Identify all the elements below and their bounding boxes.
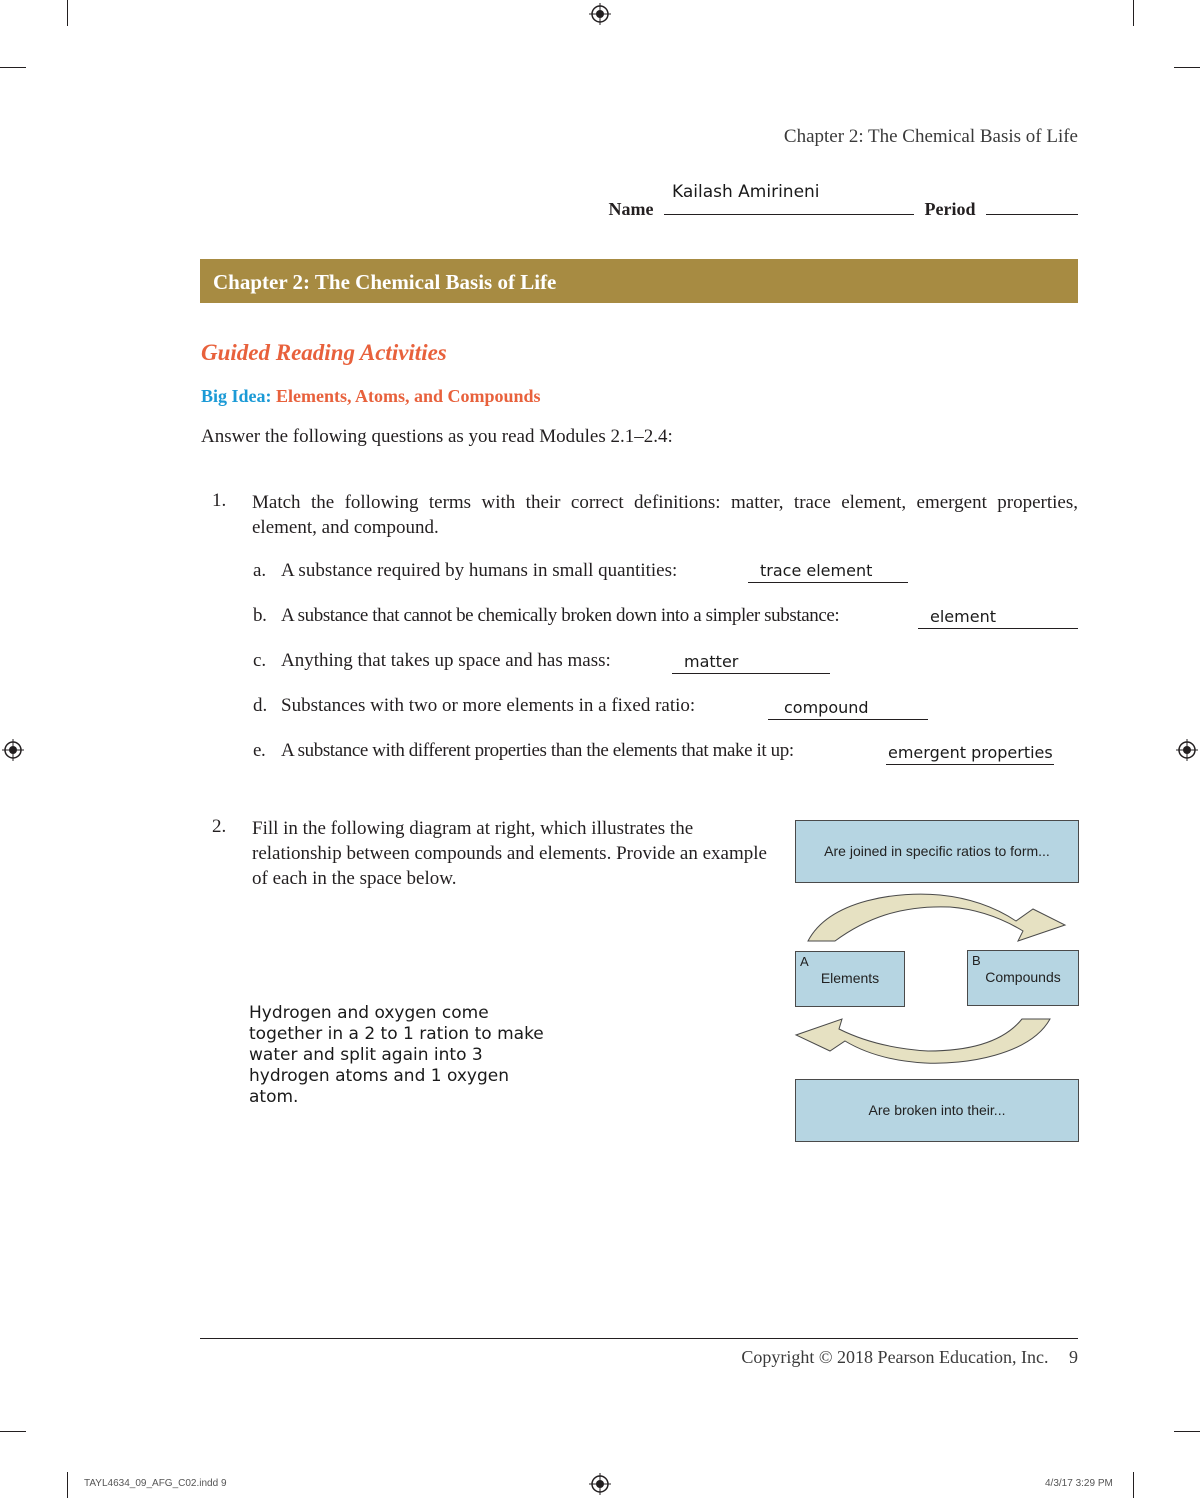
question-1-number: 1. [212,490,227,511]
slug-left: TAYL4634_09_AFG_C02.indd 9 [84,1478,227,1489]
crop-mark [1133,0,1134,26]
q1-item-c [253,650,611,672]
item-letter: e. [253,740,266,761]
diagram-top-box[interactable] [795,820,1079,883]
copyright: Copyright © 2018 Pearson Education, Inc. [741,1347,1049,1367]
item-text: A substance with different properties than the elements that make it up: [281,740,794,761]
registration-mark-icon [589,1473,611,1495]
bottom-box-label: Are broken into their... [868,1102,1006,1118]
box-b-label: Compounds [985,969,1061,985]
name-period-line [608,182,1078,220]
crop-mark [0,67,26,68]
crop-mark [1133,1472,1134,1498]
crop-mark [67,0,68,26]
item-letter: b. [253,605,267,626]
name-field[interactable] [664,182,914,215]
item-letter: c. [253,650,267,671]
box-a-label: Elements [820,970,880,986]
question-1-text: Match the following terms with their correct definitions: matter, trace element, emergent properties, element, and compound. [252,492,1078,538]
top-curved-arrow-icon [808,894,1065,941]
period-field[interactable] [986,196,1078,215]
item-text: A substance required by humans in small quantities: [281,560,678,581]
answer-field-c[interactable]: matter [672,650,830,674]
top-box-label: Are joined in specific ratios to form... [824,843,1050,859]
slug-right: 4/3/17 3:29 PM [1045,1478,1113,1489]
chapter-banner: Chapter 2: The Chemical Basis of Life [200,259,1078,303]
section-title: Guided Reading Activities [201,340,447,365]
registration-mark-icon [589,3,611,25]
page-number: 9 [1069,1347,1078,1367]
diagram-box-a[interactable] [795,951,905,1007]
instructions: Answer the following questions as you read Modules 2.1–2.4: [201,426,673,447]
q1-item-a [253,560,677,582]
example-answer[interactable]: Hydrogen and oxygen come together in a 2 to 1 ration to make water and split again into 3 hydrogen atoms and 1 oxygen atom. [249,1003,544,1107]
box-a-letter: A [800,954,809,969]
name-value: Kailash Amirineni [672,182,820,202]
running-head: Chapter 2: The Chemical Basis of Life [783,126,1078,147]
answer-field-e[interactable]: emergent properties [886,741,1054,765]
answer-field-b[interactable]: element [918,605,1078,629]
crop-mark [1174,67,1200,68]
item-letter: a. [253,560,267,581]
q1-item-e [253,740,794,762]
footer [741,1347,1078,1368]
period-label: Period [924,199,976,219]
diagram-box-b[interactable] [967,950,1079,1006]
q1-item-b [253,605,839,627]
big-idea [201,386,541,407]
registration-mark-icon [2,739,24,761]
question-2-text: Fill in the following diagram at right, which illustrates the relationship between compounds and elements. Provide an example of each in the space below. [252,818,767,889]
question-2-number: 2. [212,816,227,837]
registration-mark-icon [1176,739,1198,761]
answer-field-a[interactable]: trace element [748,559,908,583]
item-text: A substance that cannot be chemically broken down into a simpler substance: [281,605,840,626]
bottom-curved-arrow-icon [796,1019,1050,1063]
crop-mark [0,1431,26,1432]
q1-item-d [253,695,695,717]
item-letter: d. [253,695,268,716]
footer-rule [200,1338,1078,1339]
diagram-bottom-box[interactable] [795,1079,1079,1142]
big-idea-value: Elements, Atoms, and Compounds [276,386,541,406]
item-text: Substances with two or more elements in a fixed ratio: [281,695,696,716]
answer-field-d[interactable]: compound [768,696,928,720]
big-idea-label: Big Idea: [201,386,272,406]
crop-mark [67,1472,68,1498]
box-b-letter: B [972,953,981,968]
crop-mark [1174,1431,1200,1432]
item-text: Anything that takes up space and has mass: [281,650,611,671]
name-label: Name [608,199,654,219]
